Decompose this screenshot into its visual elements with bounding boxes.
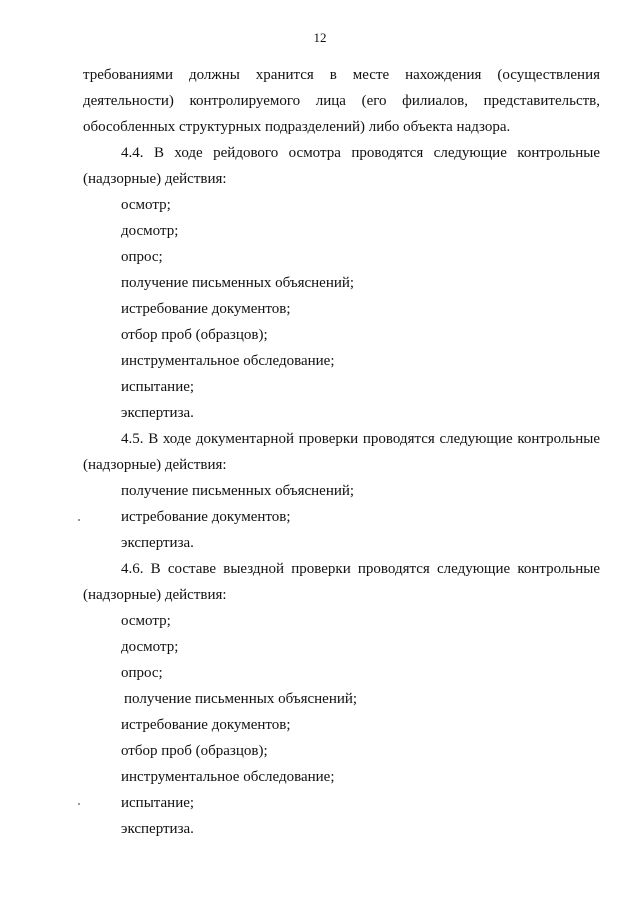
list-item: отбор проб (образцов); — [121, 743, 268, 759]
list-item: инструментальное обследование; — [121, 769, 335, 785]
list-item: экспертиза. — [121, 535, 194, 551]
list-item: осмотр; — [121, 613, 171, 629]
scan-speck — [78, 519, 80, 521]
section-4-5-heading — [83, 426, 600, 478]
list-item: экспертиза. — [121, 405, 194, 421]
paragraph-line: требованиями должны хранится в месте нахождения (осуществления — [83, 67, 600, 83]
paragraph-line: обособленных структурных подразделений) либо объекта надзора. — [83, 119, 511, 135]
list-item: истребование документов; — [121, 717, 291, 733]
paragraph-line: 4.6. В составе выездной проверки проводятся следующие контрольные — [121, 561, 600, 577]
paragraph-line: 4.5. В ходе документарной проверки проводятся следующие контрольные — [121, 431, 600, 447]
paragraph-line: (надзорные) действия: — [83, 457, 227, 473]
list-item: инструментальное обследование; — [121, 353, 335, 369]
paragraph-line: (надзорные) действия: — [83, 587, 227, 603]
list-item: испытание; — [121, 379, 195, 395]
list-item: досмотр; — [121, 639, 179, 655]
section-4-4-heading — [83, 140, 600, 192]
list-item: экспертиза. — [121, 821, 194, 837]
section-4-6-heading — [83, 556, 600, 608]
list-item: осмотр; — [121, 197, 171, 213]
list-item: испытание; — [121, 795, 195, 811]
list-item: опрос; — [121, 249, 163, 265]
paragraph-line: (надзорные) действия: — [83, 171, 227, 187]
list-item: опрос; — [121, 665, 163, 681]
paragraph-line: деятельности) контролируемого лица (его филиалов, представительств, — [83, 93, 600, 109]
list-item: истребование документов; — [121, 509, 291, 525]
paragraph-intro — [83, 62, 600, 140]
list-item: досмотр; — [121, 223, 179, 239]
list-item: отбор проб (образцов); — [121, 327, 268, 343]
paragraph-line: 4.4. В ходе рейдового осмотра проводятся следующие контрольные — [121, 145, 600, 161]
list-item: получение письменных объяснений; — [121, 483, 355, 499]
scan-speck — [78, 803, 80, 805]
list-item: получение письменных объяснений; — [121, 275, 355, 291]
list-item: получение письменных объяснений; — [124, 691, 358, 707]
page-number: 12 — [313, 30, 327, 45]
list-item: истребование документов; — [121, 301, 291, 317]
